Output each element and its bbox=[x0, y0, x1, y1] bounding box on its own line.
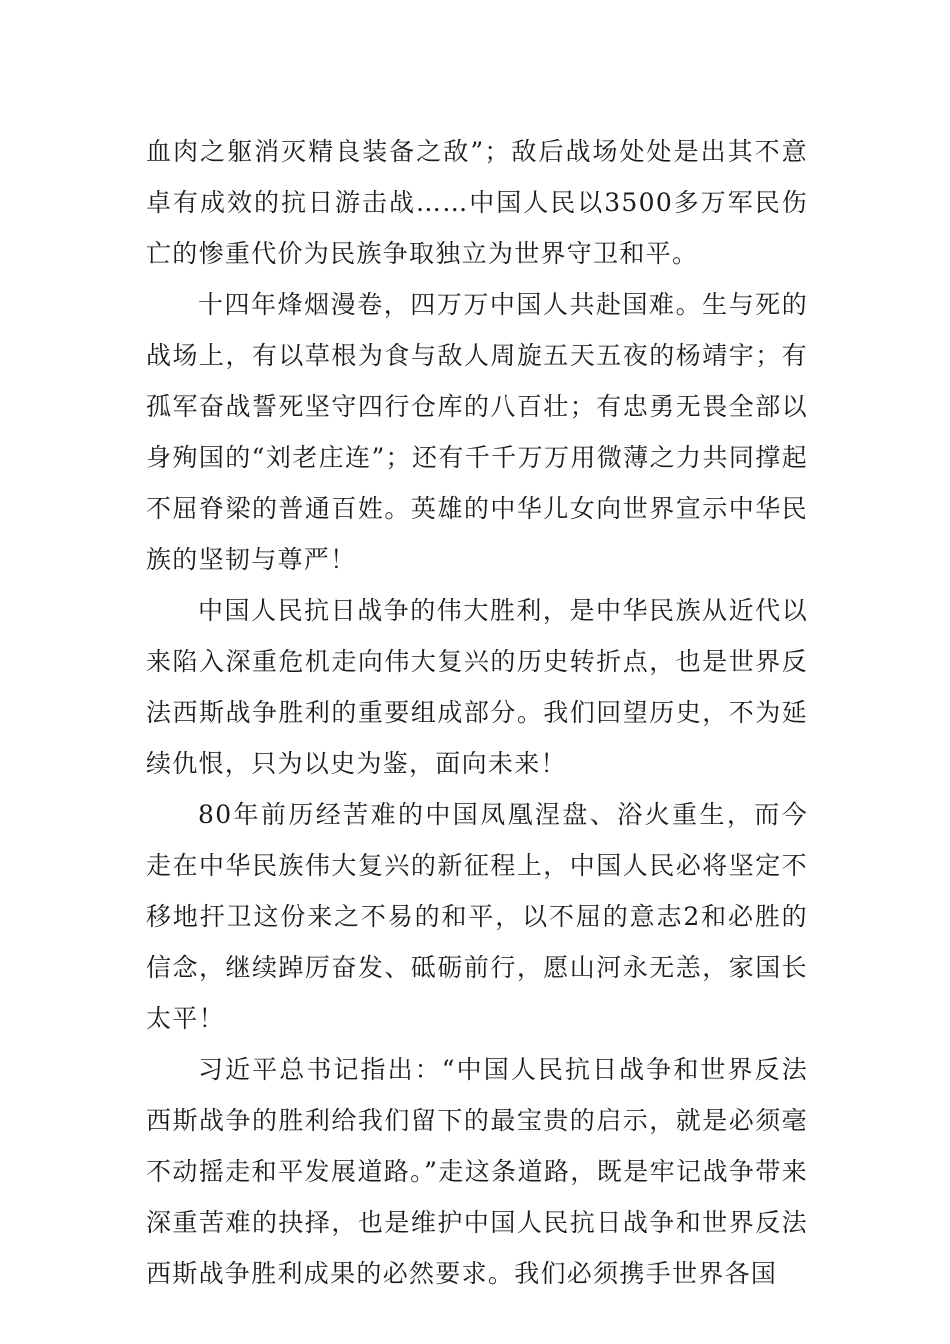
paragraph-1: 血肉之躯消灭精良装备之敌”；敌后战场处处是出其不意卓有成效的抗日游击战……中国人民以3500多万军民伤亡的惨重代价为民族争取独立为世界守卫和平。 bbox=[146, 137, 808, 268]
paragraph-2: 十四年烽烟漫卷，四万万中国人共赴国难。生与死的战场上，有以草根为食与敌人周旋五天五夜的杨靖宇；有孤军奋战誓死坚守四行仓库的八百壮；有忠勇无畏全部以身殉国的“刘老庄连”；还有千千万万用微薄之力共同撑起不屈脊梁的普通百姓。英雄的中华儿女向世界宣示中华民族的坚韧与尊严！ bbox=[146, 290, 808, 574]
paragraph-4: 80年前历经苦难的中国凤凰涅盘、浴火重生，而今走在中华民族伟大复兴的新征程上，中国人民必将坚定不移地扞卫这份来之不易的和平，以不屈的意志2和必胜的信念，继续踔厉奋发、砥砺前行，愿山河永无恙，家国长太平！ bbox=[146, 800, 808, 1033]
paragraph-3: 中国人民抗日战争的伟大胜利，是中华民族从近代以来陷入深重危机走向伟大复兴的历史转折点，也是世界反法西斯战争胜利的重要组成部分。我们回望历史，不为延续仇恨，只为以史为鉴，面向未来！ bbox=[146, 596, 808, 778]
paragraph-5: 习近平总书记指出：“中国人民抗日战争和世界反法西斯战争的胜利给我们留下的最宝贵的启示，就是必须毫不动摇走和平发展道路。”走这条道路，既是牢记战争带来深重苦难的抉择，也是维护中国人民抗日战争和世界反法西斯战争胜利成果的必然要求。我们必须携手世界各国 bbox=[146, 1055, 808, 1288]
document-body bbox=[146, 126, 808, 1299]
